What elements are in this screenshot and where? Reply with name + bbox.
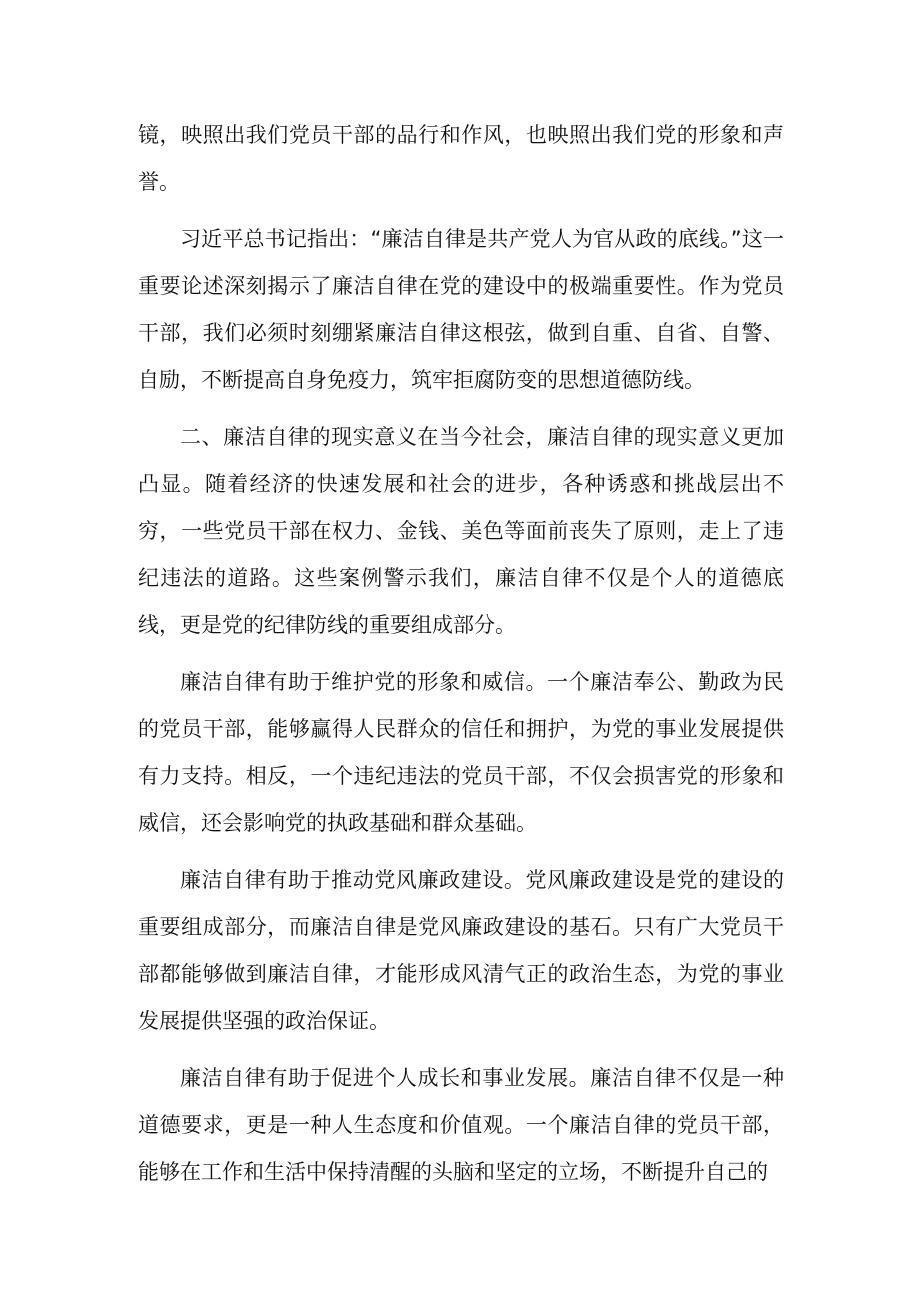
paragraph-section-two: 二、廉洁自律的现实意义在当今社会，廉洁自律的现实意义更加凸显。随着经济的快速发展和社会的进步，各种诱惑和挑战层出不穷，一些党员干部在权力、金钱、美色等面前丧失了原则，走上了违纪违法的道路。这些案例警示我们，廉洁自律不仅是个人的道德底线，更是党的纪律防线的重要组成部分。 (138, 425, 784, 637)
document-body (138, 112, 784, 1206)
paragraph-quote: 习近平总书记指出：“廉洁自律是共产党人为官从政的底线。”这一重要论述深刻揭示了廉洁自律在党的建设中的极端重要性。作为党员干部，我们必须时刻绷紧廉洁自律这根弦，做到自重、自省、自警、自励，不断提高自身免疫力，筑牢拒腐防变的思想道德防线。 (138, 227, 784, 392)
paragraph-continuation: 镜，映照出我们党员干部的品行和作风，也映照出我们党的形象和声誉。 (138, 123, 784, 194)
paragraph-party-style: 廉洁自律有助于推动党风廉政建设。党风廉政建设是党的建设的重要组成部分，而廉洁自律是党风廉政建设的基石。只有广大党员干部都能够做到廉洁自律，才能形成风清气正的政治生态，为党的事业发展提供坚强的政治保证。 (138, 868, 784, 1033)
paragraph-party-image: 廉洁自律有助于维护党的形象和威信。一个廉洁奉公、勤政为民的党员干部，能够赢得人民群众的信任和拥护，为党的事业发展提供有力支持。相反，一个违纪违法的党员干部，不仅会损害党的形象和威信，还会影响党的执政基础和群众基础。 (138, 670, 784, 835)
paragraph-personal-growth: 廉洁自律有助于促进个人成长和事业发展。廉洁自律不仅是一种道德要求，更是一种人生态度和价值观。一个廉洁自律的党员干部，能够在工作和生活中保持清醒的头脑和坚定的立场，不断提升自己的 (138, 1066, 784, 1184)
